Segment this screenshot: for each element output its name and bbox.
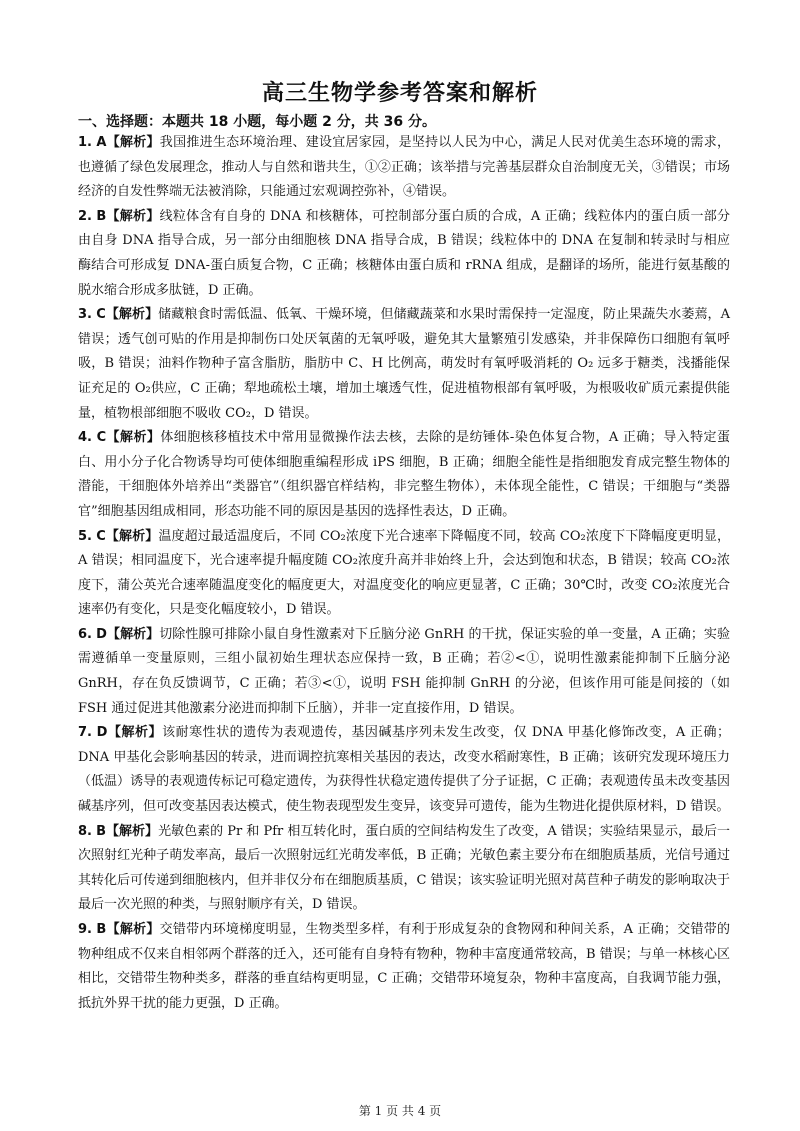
answer-number: 6.: [78, 626, 92, 642]
answer-number: 8.: [78, 823, 92, 839]
page-footer: 第 1 页 共 4 页: [358, 1104, 442, 1118]
answer-number: 7.: [78, 725, 92, 741]
answer-item-1: [78, 131, 730, 205]
analysis-tag: 【解析】: [106, 135, 160, 150]
answer-explanation: 温度超过最适温度后，不同 CO₂浓度下光合速率下降幅度不同，较高 CO₂浓度下下降幅度更明显，A 错误；相同温度下，光合速率提升幅度随 CO₂浓度升高并非始终上升，会达到饱和状态，B 错误；较高 CO₂浓度下，蒲公英光合速率随温度变化的幅度更大，对温度变化的响应更显著，C 正确；30℃时，改变 CO₂浓度光合速率仍有变化，只是变化幅度较小，D 错误。: [78, 528, 730, 618]
analysis-tag: 【解析】: [107, 725, 163, 741]
answer-explanation: 光敏色素的 Pr 和 Pfr 相互转化时，蛋白质的空间结构发生了改变，A 错误；实验结果显示，最后一次照射红光种子萌发率高，最后一次照射远红光萌发率低，B 正确；光敏色素主要分布在细胞质基质，光信号通过其转化后可传递到细胞核内，但并非仅分布在细胞质基质，C 错误；该实验证明光照对莴苣种子萌发的影响取决于最后一次光照的种类，与照射顺序有关，D 错误。: [78, 823, 730, 913]
answer-choice: B: [96, 922, 107, 937]
answer-number: 5.: [78, 528, 92, 544]
answer-explanation: 我国推进生态环境治理、建设宜居家园，是坚持以人民为中心，满足人民对优美生态环境的需求，也遵循了绿色发展理念，推动人与自然和谐共生，①②正确；该举措与完善基层群众自治制度无关，③错误；市场经济的自发性弊端无法被消除，只能通过宏观调控弥补，④错误。: [78, 135, 730, 200]
answer-item-4: [78, 426, 730, 524]
answer-item-5: [78, 525, 730, 623]
answer-explanation: 线粒体含有自身的 DNA 和核糖体，可控制部分蛋白质的合成，A 正确；线粒体内的蛋白质一部分由自身 DNA 指导合成，另一部分由细胞核 DNA 指导合成，B 错误；线粒体中的 DNA 在复制和转录时与相应酶结合可形成复 DNA-蛋白质复合物，C 正确；核糖体由蛋白质和 rRNA 组成，是翻译的场所，能进行氨基酸的脱水缩合形成多肽链，D 正确。: [78, 208, 730, 298]
analysis-tag: 【解析】: [106, 430, 161, 446]
answer-choice: D: [96, 725, 108, 741]
answer-number: 2.: [78, 208, 92, 224]
answer-number: 9.: [78, 922, 92, 937]
answer-item-7: [78, 721, 730, 819]
answer-choice: C: [96, 307, 106, 323]
answer-choice: C: [96, 430, 107, 446]
answer-number: 1.: [78, 135, 92, 150]
answer-choice: B: [96, 208, 107, 224]
answer-choice: B: [96, 823, 107, 839]
answer-item-2: [78, 205, 730, 303]
answer-explanation: 储藏粮食时需低温、低氧、干燥环境，但储藏蔬菜和水果时需保持一定湿度，防止果蔬失水萎蔫，A 错误；透气创可贴的作用是抑制伤口处厌氧菌的无氧呼吸，避免其大量繁殖引发感染，并非保障伤口细胞有氧呼吸，B 错误；油料作物种子富含脂肪，脂肪中 C、H 比例高，萌发时有氧呼吸消耗的 O₂ 远多于糖类，浅播能保证充足的 O₂供应，C 正确；犁地疏松土壤，增加土壤透气性，促进植物根部有氧呼吸，为根吸收矿质元素提供能量，植物根部细胞不吸收 CO₂，D 错误。: [78, 307, 730, 421]
answer-explanation: 交错带内环境梯度明显，生物类型多样，有利于形成复杂的食物网和种间关系，A 正确；交错带的物种组成不仅来自相邻两个群落的迁入，还可能有自身特有物种，物种丰富度通常较高，B 错误；与单一林核心区相比，交错带生物种类多，群落的垂直结构更明显，C 正确；交错带环境复杂，物种丰富度高，自我调节能力强，抵抗外界干扰的能力更强，D 正确。: [78, 922, 730, 1011]
answer-item-6: [78, 623, 730, 721]
answer-explanation: 该耐寒性状的遗传为表观遗传，基因碱基序列未发生改变，仅 DNA 甲基化修饰改变，A 正确；DNA 甲基化会影响基因的转录，进而调控抗寒相关基因的表达，改变水稻耐寒性，B 正确；该研究发现环境压力（低温）诱导的表观遗传标记可稳定遗传，为获得性状稳定遗传提供了分子证据，C 正确；表观遗传虽未改变基因碱基序列，但可改变基因表达模式，使生物表现型发生变异，该变异可遗传，能为生物进化提供原材料，D 错误。: [78, 725, 730, 815]
answer-number: 3.: [78, 307, 92, 323]
answer-choice: C: [96, 528, 106, 544]
analysis-tag: 【解析】: [105, 307, 159, 323]
answer-explanation: 切除性腺可排除小鼠自身性激素对下丘脑分泌 GnRH 的干扰，保证实验的单一变量，A 正确；实验需遵循单一变量原则，三组小鼠初始生理状态应保持一致，B 正确；若②<①，说明性激素能抑制下丘脑分泌 GnRH，存在负反馈调节，C 正确；若③<①，说明 FSH 能抑制 GnRH 的分泌，但该作用可能是间接的（如 FSH 通过促进其他激素分泌进而抑制下丘脑），并非一定直接作用，D 错误。: [78, 626, 730, 716]
answer-choice: A: [96, 135, 107, 150]
answer-explanation: 体细胞核移植技术中常用显微操作法去核，去除的是纺锤体-染色体复合物，A 正确；导入特定蛋白、用小分子化合物诱导均可使体细胞重编程形成 iPS 细胞，B 正确；细胞全能性是指细胞发育成完整生物体的潜能，干细胞体外培养出“类器官”（组织器官样结构，非完整生物体），未体现全能性，C 错误；干细胞与“类器官”细胞基因组成相同，形态功能不同的原因是基因的选择性表达，D 正确。: [78, 430, 730, 519]
analysis-tag: 【解析】: [106, 922, 160, 937]
analysis-tag: 【解析】: [106, 823, 159, 839]
answer-item-8: [78, 820, 730, 918]
answer-number: 4.: [78, 430, 92, 446]
answer-item-9: [78, 918, 730, 1016]
answer-list: [78, 131, 730, 1016]
answer-choice: D: [96, 626, 107, 642]
page-title: 高三生物学参考答案和解析: [261, 81, 538, 106]
section-heading: 一、选择题：本题共 18 小题，每小题 2 分，共 36 分。: [78, 114, 436, 130]
analysis-tag: 【解析】: [105, 528, 159, 544]
analysis-tag: 【解析】: [106, 208, 160, 224]
analysis-tag: 【解析】: [106, 626, 160, 642]
answer-item-3: [78, 303, 730, 426]
